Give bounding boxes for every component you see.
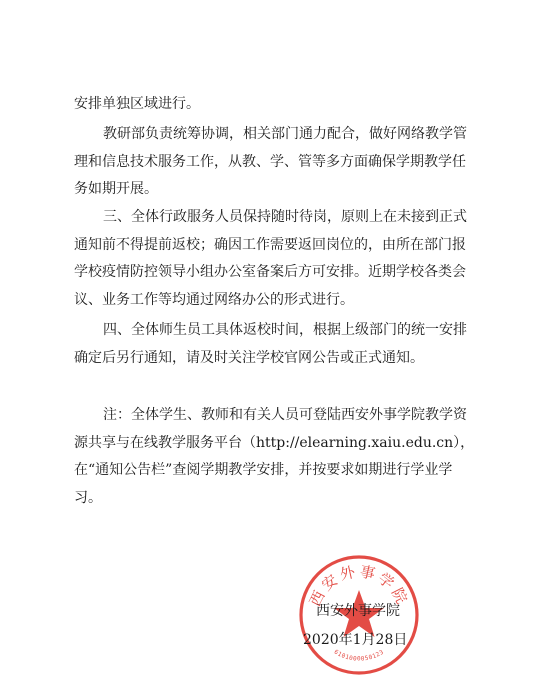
note-line: 在“通知公告栏”查阅学期教学安排，并按要求如期进行学业学 xyxy=(74,462,453,478)
seal-arc-text: 西安外事学院 xyxy=(305,562,413,610)
paragraph-return-schedule xyxy=(74,317,492,372)
note-block xyxy=(74,402,494,512)
paragraph-line: 务如期开展。 xyxy=(74,181,158,197)
note-line: 习。 xyxy=(74,489,102,506)
signature-organization: 西安外事学院 xyxy=(316,603,400,619)
note-line: 源共享与在线教学服务平台（http://elearning.xaiu.edu.cn）， xyxy=(74,434,475,451)
paragraph-line: 通知前不得提前返校；确因工作需要返回岗位的，由所在部门报 xyxy=(74,236,466,253)
seal-number-text: 6101000050123 xyxy=(332,648,386,663)
paragraph-line: 学校疫情防控领导小组办公室备案后方可安排。近期学校各类会 xyxy=(74,264,466,280)
paragraph-line: 三、全体行政服务人员保持随时待岗，原则上在未接到正式 xyxy=(103,209,467,225)
svg-text:6101000050123 xyxy=(333,649,386,663)
paragraph-admin-staff xyxy=(74,204,492,314)
paragraph-line: 教研部负责统筹协调，相关部门通力配合，做好网络教学管 xyxy=(103,126,467,142)
signature-date: 2020年1月28日 xyxy=(303,632,408,648)
paragraph-line: 理和信息技术服务工作，从教、学、管等多方面确保学期教学任 xyxy=(74,153,466,170)
paragraph-line: 确定后另行通知，请及时关注学校官网公告或正式通知。 xyxy=(74,349,424,366)
paragraph-teaching-coordination xyxy=(74,121,492,204)
paragraph-line: 安排单独区域进行。 xyxy=(74,96,200,112)
paragraph-intro-tail xyxy=(74,91,492,119)
paragraph-line: 四、全体师生员工具体返校时间，根据上级部门的统一安排 xyxy=(103,322,467,338)
paragraph-line: 议、业务工作等均通过网络办公的形式进行。 xyxy=(74,291,354,308)
note-line: 注：全体学生、教师和有关人员可登陆西安外事学院教学资 xyxy=(103,407,467,423)
